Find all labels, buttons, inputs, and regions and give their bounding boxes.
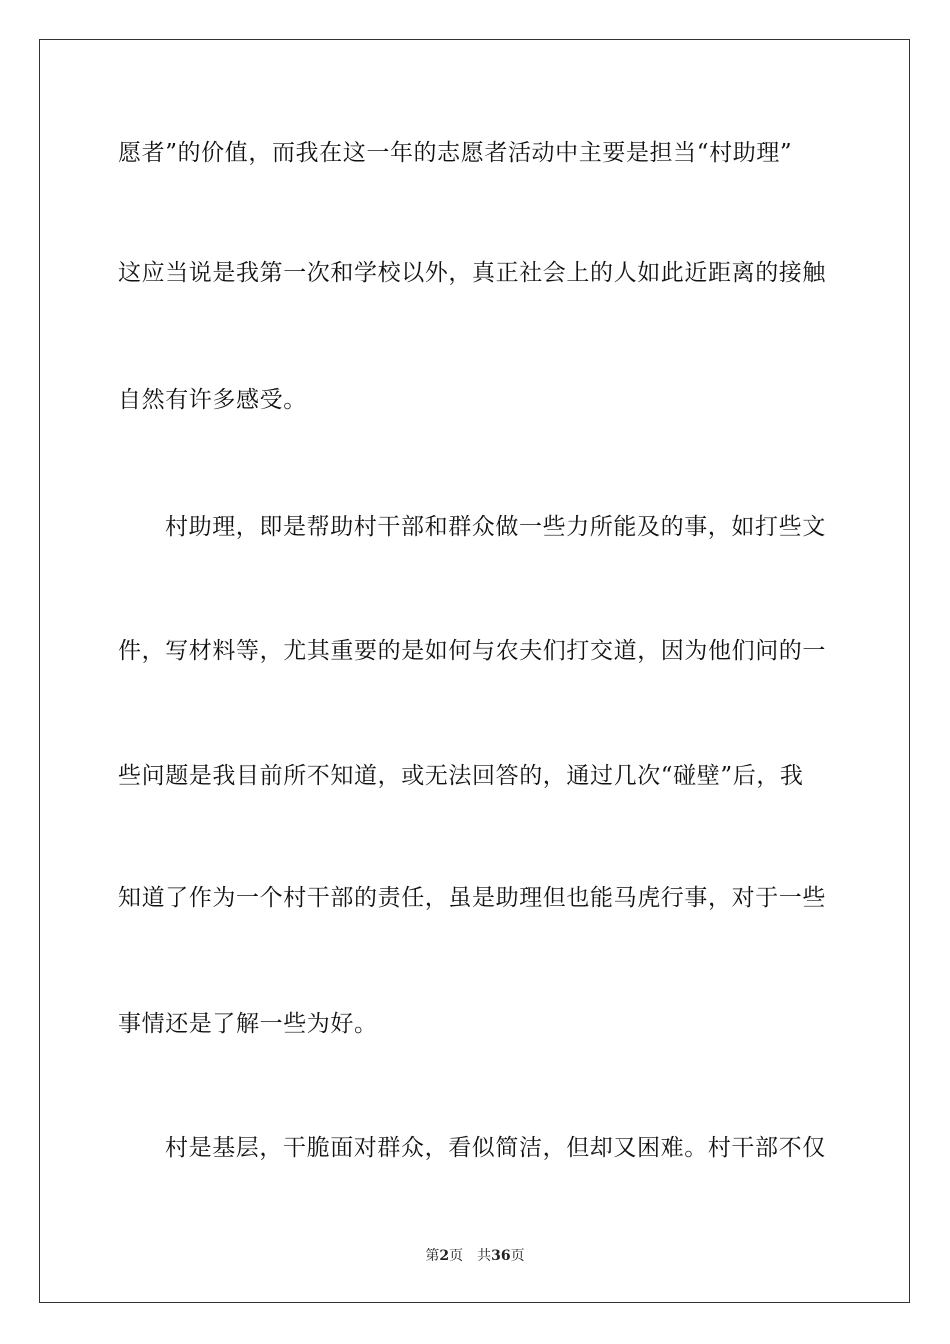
- text-line-2: 这应当说是我第一次和学校以外，真正社会上的人如此近距离的接触: [118, 260, 826, 286]
- total-prefix: 共: [477, 1248, 492, 1264]
- text-line-1: 愿者”的价值，而我在这一年的志愿者活动中主要是担当“村助理”: [118, 140, 793, 166]
- total-suffix: 页: [510, 1248, 525, 1264]
- page-border: [39, 39, 910, 1303]
- page-footer: [0, 1247, 950, 1265]
- paragraph-3-line-1: 村是基层，干脆面对群众，看似简洁，但却又困难。村干部不仅: [165, 1135, 826, 1161]
- paragraph-2-line-3: 些问题是我目前所不知道，或无法回答的，通过几次“碰壁”后，我: [118, 763, 804, 789]
- page-number: 2: [439, 1248, 450, 1264]
- page-prefix: 第: [425, 1248, 440, 1264]
- text-line-3: 自然有许多感受。: [118, 387, 307, 413]
- paragraph-2-line-2: 件，写材料等，尤其重要的是如何与农夫们打交道，因为他们问的一: [118, 638, 826, 664]
- paragraph-2-line-1: 村助理，即是帮助村干部和群众做一些力所能及的事，如打些文: [165, 514, 826, 540]
- paragraph-2-line-5: 事情还是了解一些为好。: [118, 1011, 378, 1037]
- page-suffix: 页: [449, 1248, 464, 1264]
- paragraph-2-line-4: 知道了作为一个村干部的责任，虽是助理但也能马虎行事，对于一些: [118, 885, 826, 911]
- total-pages: 36: [491, 1248, 511, 1264]
